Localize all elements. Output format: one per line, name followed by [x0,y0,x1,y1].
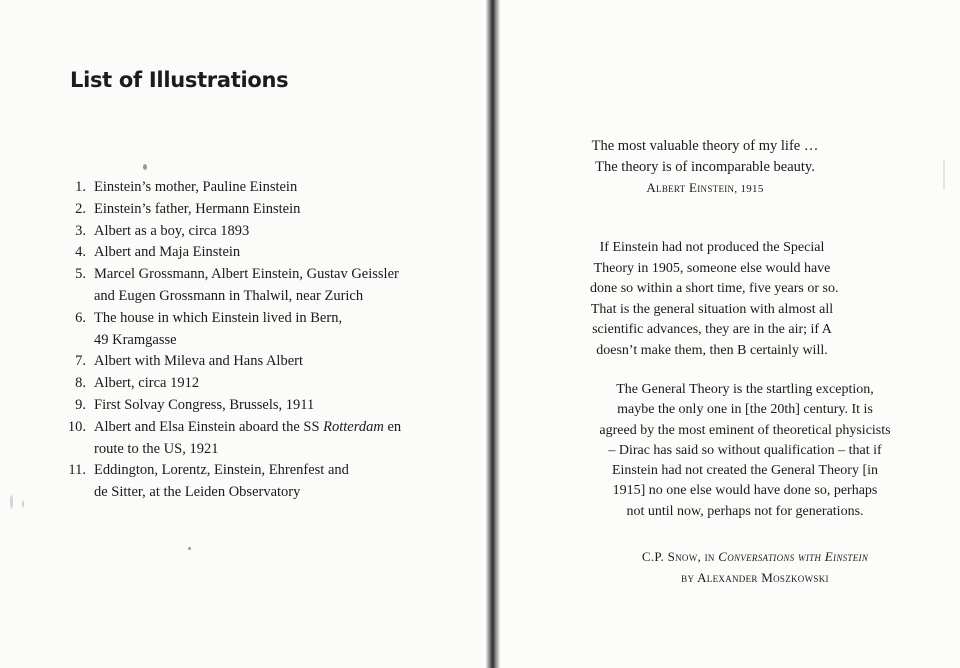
quote-line: The most valuable theory of my life … [591,138,819,154]
quote-line: The General Theory is the startling exception, [616,382,874,397]
item-text-part: en [383,418,402,435]
quote-line: If Einstein had not produced the Special [599,240,825,255]
item-text: Eddington, Lorentz, Einstein, Ehrenfest and [94,462,349,479]
epigraph-snow-attribution [620,547,890,589]
item-text: Einstein’s father, Hermann Einstein [94,200,301,217]
attribution-year: , 1915 [734,183,764,195]
item-number: 7. [75,353,86,370]
epigraph-einstein-attribution [590,180,820,196]
quote-line: The theory is of incomparable beauty. [595,159,815,175]
item-text-continued: 49 Kramgasse [94,331,177,348]
scan-speck [143,164,147,170]
scan-speck [188,547,191,550]
list-item [64,395,444,417]
scan-speck [10,495,13,509]
item-text-continued: and Eugen Grossmann in Thalwil, near Zurich [94,287,364,304]
item-text-part: Albert and Elsa Einstein aboard the SS [94,418,324,435]
quote-line: 1915] no one else would have done so, perhaps [612,483,878,499]
scan-speck [22,500,24,508]
quote-line: scientific advances, they are in the air; if A [592,322,832,338]
list-item [64,242,444,264]
list-item [64,221,444,243]
quote-line: maybe the only one in [the 20th] century. It is [617,402,873,418]
quote-line: done so within a short time, five years or so. [590,281,839,297]
attribution-author: Albert Einstein [646,180,735,195]
quote-line: agreed by the most eminent of theoretical physicists [599,422,891,438]
scan-speck [943,160,945,190]
quote-line: – Dirac has said so without qualification – that if [608,442,882,458]
item-number: 10. [67,418,86,435]
attribution-connector: , in [697,549,719,564]
item-text: Einstein’s mother, Pauline Einstein [94,179,298,195]
item-text-continued: route to the US, 1921 [94,440,219,457]
item-number: 11. [68,462,86,479]
list-item [64,373,444,395]
list-item [64,460,444,504]
attribution-line [620,547,890,568]
item-text [94,417,444,439]
item-number: 2. [75,200,86,217]
item-text: Albert, circa 1912 [94,375,200,392]
quote-line: Einstein had not created the General Theory [in [611,463,879,479]
item-text: Albert with Mileva and Hans Albert [94,353,303,370]
list-item [64,351,444,373]
item-number: 4. [75,244,86,261]
attribution-author: C.P. Snow [641,549,698,564]
quote-line: not until now, perhaps not for generations. [626,503,864,519]
book-author: Alexander Moszkowski [697,570,829,585]
list-item [64,417,444,461]
item-number: 8. [75,375,86,392]
item-text: Marcel Grossmann, Albert Einstein, Gustav Geissler [94,266,399,283]
item-number: 1. [75,179,86,195]
item-number: 6. [75,309,86,326]
item-text-continued: de Sitter, at the Leiden Observatory [94,484,301,501]
epigraph-einstein [590,136,820,178]
quote-line: doesn’t make them, then B certainly will. [596,342,828,358]
illustrations-list [64,177,444,504]
item-text: Albert and Maja Einstein [94,244,241,261]
item-text: The house in which Einstein lived in Bern, [94,309,343,326]
item-number: 9. [75,396,86,413]
quote-line: That is the general situation with almost all [590,301,834,317]
quote-line: Theory in 1905, someone else would have [593,260,831,276]
list-item [64,308,444,352]
item-number: 3. [75,222,86,239]
epigraph-special-theory [590,238,839,362]
attribution-line [620,568,890,589]
page-title: List of Illustrations [70,68,289,92]
epigraph-general-theory [585,380,905,522]
item-number: 5. [75,266,86,283]
list-item [64,199,444,221]
book-gutter [486,0,500,668]
ship-name: Rotterdam [323,418,384,435]
book-title: Conversations with Einstein [718,549,869,564]
attribution-connector: by [681,570,698,585]
item-text: Albert as a boy, circa 1893 [94,222,250,239]
list-item [64,264,444,308]
list-item [64,177,444,199]
item-text: First Solvay Congress, Brussels, 1911 [94,396,315,413]
